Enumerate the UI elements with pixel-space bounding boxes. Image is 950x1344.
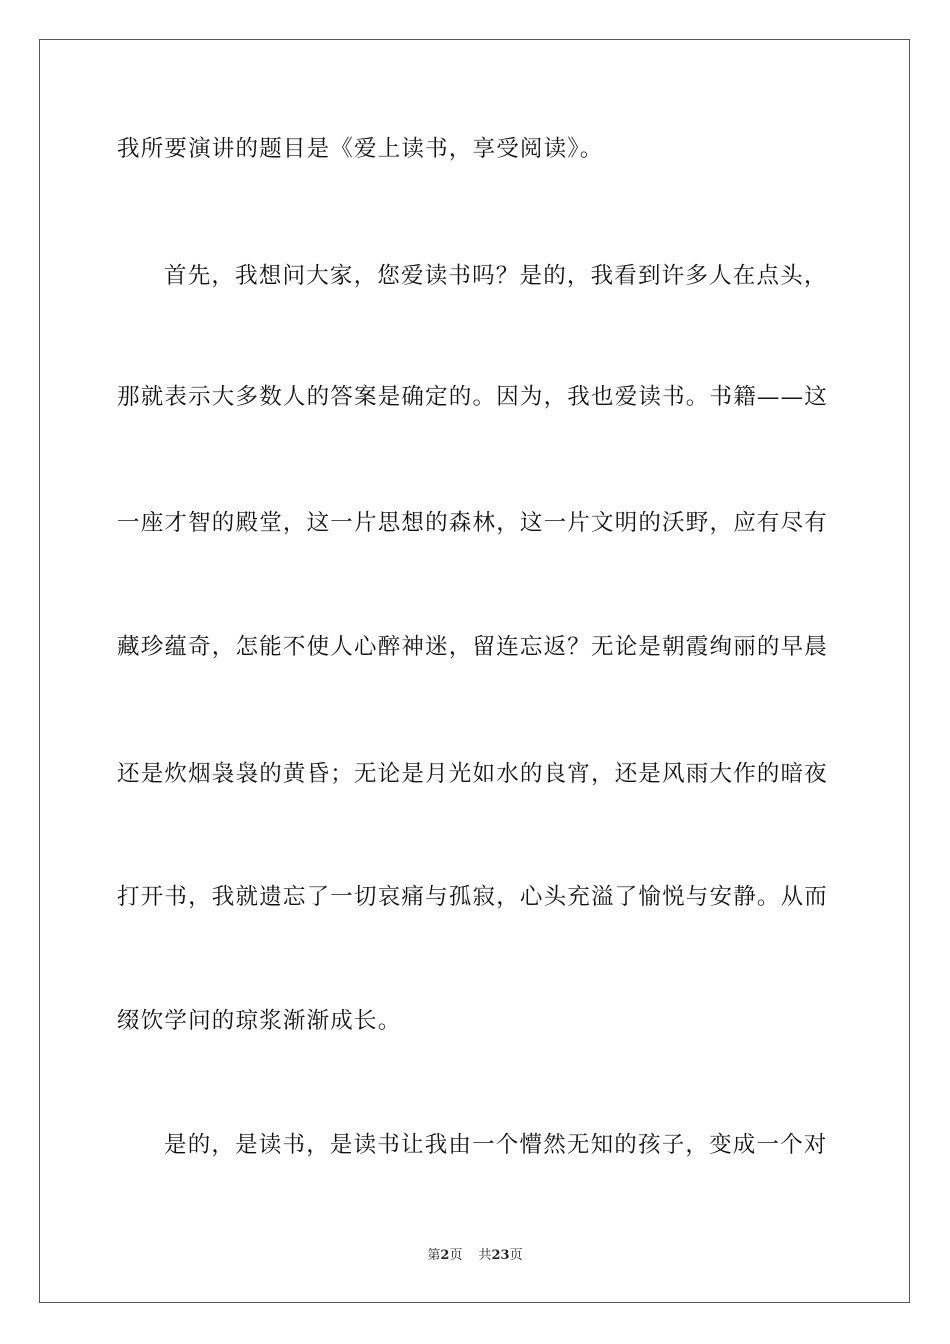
- body-line-8: 缀饮学问的琼浆渐渐成长。: [117, 1008, 402, 1034]
- total-pages-number: 23: [491, 1248, 510, 1263]
- body-line-9: 是的，是读书，是读书让我由一个懵然无知的孩子，变成一个对: [164, 1132, 828, 1158]
- total-suffix: 页: [509, 1248, 523, 1263]
- body-line-4: 一座才智的殿堂，这一片思想的森林，这一片文明的沃野，应有尽有: [117, 510, 829, 536]
- body-line-1: 我所要演讲的题目是《爱上读书，享受阅读》。: [117, 136, 604, 162]
- page-suffix: 页: [449, 1248, 463, 1263]
- body-line-5: 藏珍蕴奇，怎能不使人心醉神迷，留连忘返？无论是朝霞绚丽的早晨: [117, 634, 829, 660]
- total-prefix: 共: [478, 1248, 492, 1263]
- page-footer: [0, 1246, 950, 1266]
- page-prefix: 第: [427, 1248, 441, 1263]
- body-line-6: 还是炊烟袅袅的黄昏；无论是月光如水的良宵，还是风雨大作的暗夜: [117, 761, 829, 787]
- page-frame: [39, 39, 910, 1303]
- body-line-3: 那就表示大多数人的答案是确定的。因为，我也爱读书。书籍——这: [117, 384, 829, 410]
- body-line-7: 打开书，我就遗忘了一切哀痛与孤寂，心头充溢了愉悦与安静。从而: [117, 884, 829, 910]
- current-page-number: 2: [440, 1248, 450, 1263]
- body-line-2: 首先，我想问大家，您爱读书吗？是的，我看到许多人在点头，: [164, 263, 828, 289]
